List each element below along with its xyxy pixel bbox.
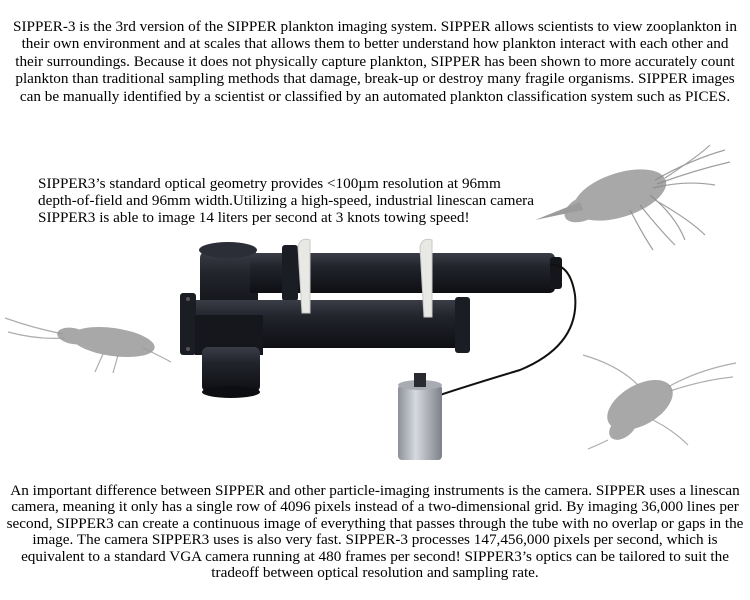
optics-paragraph: SIPPER3’s standard optical geometry provides <100µm resolution at 96mm depth-of-field and 96mm width.Utilizing a high-speed, industrial linescan camera SIPPER3 is able to image 14 liters per second at 3 knots towing speed! <box>38 175 534 226</box>
sipper3-instrument-image <box>170 235 590 470</box>
copepod-image-bottom-right <box>578 345 738 450</box>
intro-paragraph: SIPPER-3 is the 3rd version of the SIPPER plankton imaging system. SIPPER allows scientists to view zooplankton in their own environment and at scales that allows them to better understand how plankton interact with each other and their surroundings. Because it does not physically capture plankton, SIPPER has been shown to more accurately count plankton than traditional sampling methods that damage, break-up or destroy many fragile organisms. SIPPER images can be manually identified by a scientist or classified by an automated plankton classification system such as PICES. <box>13 18 737 105</box>
copepod-image-left <box>3 310 173 375</box>
camera-paragraph: An important difference between SIPPER and other particle-imaging instruments is the camera. SIPPER uses a linescan camera, meaning it only has a single row of 4096 pixels instead of a two-dimensional grid. By imaging 36,000 lines per second, SIPPER3 can create a continuous image of everything that passes through the tube with no overlap or gaps in the image. The camera SIPPER3 uses is also very fast. SIPPER-3 processes 147,456,000 pixels per second, which is equivalent to a standard VGA camera running at 480 frames per second! SIPPER3’s optics can be tailored to suit the tradeoff between optical resolution and sampling rate. <box>6 482 744 582</box>
